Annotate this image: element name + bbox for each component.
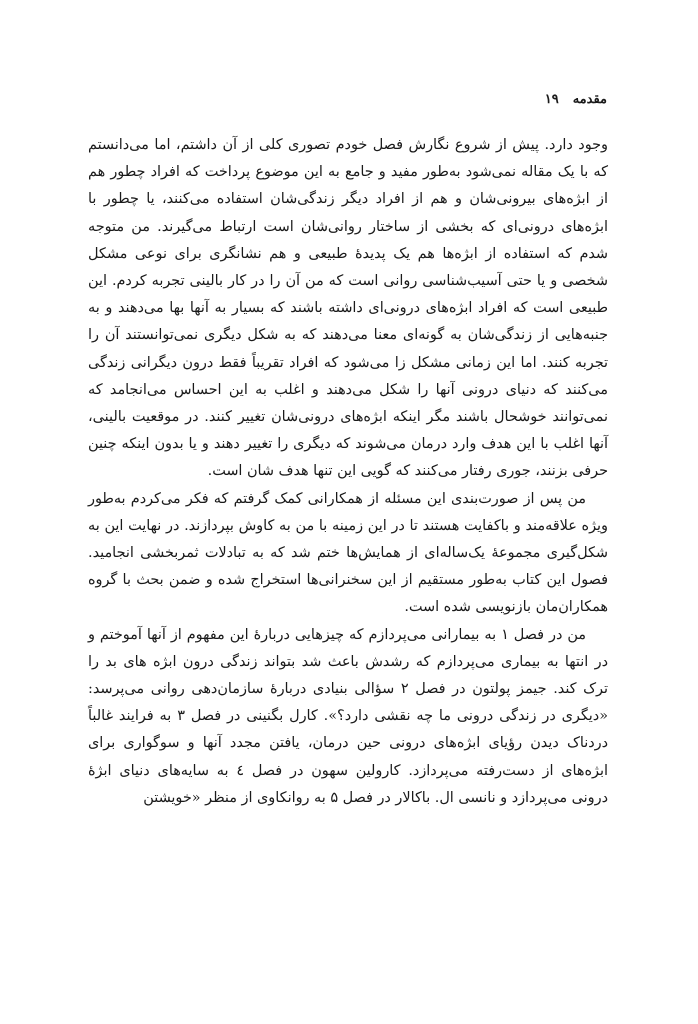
paragraph-1: وجود دارد. پیش از شروع نگارش فصل خودم تصوری کلی از آن داشتم، اما می‌دانستم که با یک مقاله نمی‌شود به‌طور مفید و جامع به این موضوع پرداخت که افراد چطور هم از ابژه‌های بیرونی‌شان و هم از افراد دیگر زندگی‌شان استفاده می‌کنند، یا چطور با ابژه‌های درونی‌ای که بخشی از ساختار روانی‌شان است ارتباط می‌گیرند. من متوجه شدم که استفاده از ابژه‌ها هم یک پدیدهٔ طبیعی و هم نشانگری برای نوعی مشکل شخصی و یا حتی آسیب‌شناسی روانی است که من آن را در کار بالینی تجربه کردم. این طبیعی است که افراد ابژه‌های درونی‌ای داشته باشند که بسیار به آنها بها می‌دهند و به جنبه‌هایی از زندگی‌شان به گونه‌ای معنا می‌دهند که به شکل دیگری نمی‌توانستند آن را تجربه کنند. اما این زمانی مشکل زا می‌شود که افراد تقریباً فقط درون دیگرانی زندگی می‌کنند که دنیای درونی آنها را شکل می‌دهند و اغلب به این احساس می‌انجامد که نمی‌توانند خوشحال باشند مگر اینکه ابژه‌های درونی‌شان تغییر کنند. در موقعیت بالینی، آنها اغلب با این هدف وارد درمان می‌شوند که دیگری را تغییر دهند و یا بدون اینکه چنین حرفی بزنند، جوری رفتار می‌کنند که گویی این تنها هدف شان است. xyxy=(88,137,608,480)
paragraph-2: من پس از صورت‌بندی این مسئله از همکارانی کمک گرفتم که فکر می‌کردم به‌طور ویژه علاقه‌مند و باکفایت هستند تا در این زمینه با من به کاوش بپردازند. در نهایت این به شکل‌گیری مجموعهٔ یک‌ساله‌ای از همایش‌ها ختم شد که به تبادلات ثمربخشی انجامید. فصول این کتاب به‌طور مستقیم از این سخنرانی‌ها استخراج شده و ضمن بحث با گروه همکاران‌مان بازنویسی شده است. xyxy=(88,490,608,616)
page-header xyxy=(545,92,607,107)
body-text xyxy=(88,132,608,812)
page-number: ۱۹ xyxy=(544,92,559,107)
paragraph-3: من در فصل ۱ به بیمارانی می‌پردازم که چیزهایی دربارهٔ این مفهوم از آنها آموختم و در انتها به بیماری می‌پردازم که رشدش باعث شد بتواند زندگی درون ابژه های بد را ترک کند. جیمز پولتون در فصل ۲ سؤالی بنیادی دربارهٔ سازمان‌دهی روانی می‌پرسد: «دیگری در زندگی درونی ما چه نقشی دارد؟». کارل بگنینی در فصل ۳ به فرایند غالباً دردناک دیدن رؤیای ابژه‌های درونی حین درمان، یافتن مجدد آنها و سوگواری برای ابژه‌های از دست‌رفته می‌پردازد. کارولین سهون در فصل ٤ به سایه‌های دنیای ابژهٔ درونی می‌پردازد و نانسی ال. باکالار در فصل ۵ به روانکاوی از منظر «خویشتن xyxy=(88,626,608,806)
section-title: مقدمه xyxy=(572,92,607,107)
